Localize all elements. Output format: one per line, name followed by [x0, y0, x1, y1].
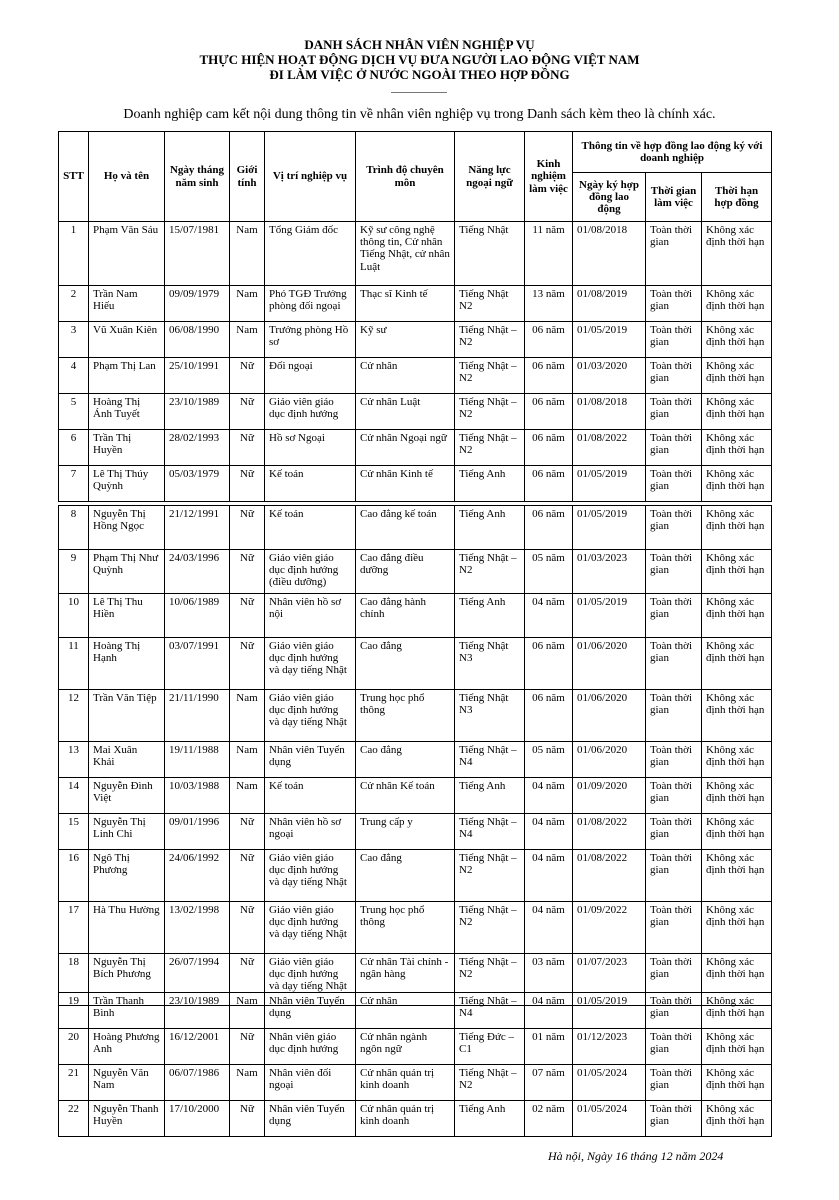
- row-education: Trung học phổ thông: [356, 690, 455, 742]
- row-position: Giáo viên giáo dục định hướng và dạy tiếng Nhật: [265, 638, 356, 690]
- row-education: Cử nhân Kinh tế: [356, 466, 455, 502]
- row-position: Phó TGĐ Trưởng phòng đối ngoại: [265, 286, 356, 322]
- row-stt: 12: [59, 690, 89, 742]
- table-row: [59, 594, 772, 638]
- row-term: Không xác định thời hạn: [702, 594, 772, 638]
- document-title-line-3: ĐI LÀM VIỆC Ở NƯỚC NGOÀI THEO HỢP ĐỒNG: [269, 67, 570, 82]
- row-work-time: Toàn thời gian: [646, 1065, 702, 1101]
- table-row: [59, 850, 772, 902]
- row-term: Không xác định thời hạn: [702, 850, 772, 902]
- row-education: Cao đẳng điều dưỡng: [356, 550, 455, 594]
- row-experience: 06 năm: [525, 358, 573, 394]
- row-stt: 17: [59, 902, 89, 954]
- row-education: Cao đẳng: [356, 850, 455, 902]
- row-position: Nhân viên Tuyển dụng: [265, 993, 356, 1029]
- row-dob: 23/10/1989: [165, 993, 230, 1029]
- row-gender: Nữ: [230, 850, 265, 902]
- row-contract-date: 01/05/2019: [573, 466, 646, 502]
- row-name: Nguyễn Thanh Huyền: [89, 1101, 165, 1137]
- row-education: Cử nhân quản trị kinh doanh: [356, 1065, 455, 1101]
- row-name: Lê Thị Thu Hiền: [89, 594, 165, 638]
- row-position: Tổng Giám đốc: [265, 222, 356, 286]
- row-gender: Nữ: [230, 638, 265, 690]
- row-name: Trần Văn Tiệp: [89, 690, 165, 742]
- row-term: Không xác định thời hạn: [702, 690, 772, 742]
- row-contract-date: 01/05/2019: [573, 506, 646, 550]
- row-stt: 10: [59, 594, 89, 638]
- row-education: Cao đẳng: [356, 742, 455, 778]
- row-education: Cao đẳng hành chính: [356, 594, 455, 638]
- row-gender: Nam: [230, 778, 265, 814]
- row-language: Tiếng Anh: [455, 594, 525, 638]
- row-term: Không xác định thời hạn: [702, 394, 772, 430]
- row-contract-date: 01/03/2020: [573, 358, 646, 394]
- table-row: [59, 742, 772, 778]
- row-position: Nhân viên hồ sơ nội: [265, 594, 356, 638]
- row-work-time: Toàn thời gian: [646, 466, 702, 502]
- row-term: Không xác định thời hạn: [702, 466, 772, 502]
- row-name: Trần Thị Huyền: [89, 430, 165, 466]
- row-contract-date: 01/08/2019: [573, 286, 646, 322]
- row-language: Tiếng Nhật: [455, 222, 525, 286]
- row-work-time: Toàn thời gian: [646, 286, 702, 322]
- row-language: Tiếng Nhật – N2: [455, 430, 525, 466]
- row-work-time: Toàn thời gian: [646, 954, 702, 1006]
- row-language: Tiếng Nhật N2: [455, 286, 525, 322]
- row-education: Cử nhân Kế toán: [356, 778, 455, 814]
- row-experience: 01 năm: [525, 1029, 573, 1065]
- row-gender: Nữ: [230, 506, 265, 550]
- row-gender: Nam: [230, 690, 265, 742]
- row-experience: 06 năm: [525, 506, 573, 550]
- staff-table-part-2: [58, 505, 772, 1006]
- row-work-time: Toàn thời gian: [646, 778, 702, 814]
- header-name: Họ và tên: [89, 132, 165, 222]
- row-term: Không xác định thời hạn: [702, 222, 772, 286]
- row-gender: Nữ: [230, 954, 265, 1006]
- row-experience: 02 năm: [525, 1101, 573, 1137]
- row-education: Kỹ sư công nghệ thông tin, Cử nhân Tiếng Nhật, cử nhân Luật: [356, 222, 455, 286]
- table-row: [59, 322, 772, 358]
- row-term: Không xác định thời hạn: [702, 358, 772, 394]
- table-row: [59, 506, 772, 550]
- row-language: Tiếng Nhật – N2: [455, 1065, 525, 1101]
- row-term: Không xác định thời hạn: [702, 993, 772, 1029]
- row-contract-date: 01/08/2022: [573, 430, 646, 466]
- row-position: Nhân viên giáo dục định hướng: [265, 1029, 356, 1065]
- row-name: Trần Nam Hiếu: [89, 286, 165, 322]
- row-work-time: Toàn thời gian: [646, 594, 702, 638]
- row-name: Nguyễn Thị Linh Chi: [89, 814, 165, 850]
- row-language: Tiếng Anh: [455, 1101, 525, 1137]
- row-contract-date: 01/05/2024: [573, 1065, 646, 1101]
- row-gender: Nữ: [230, 466, 265, 502]
- row-term: Không xác định thời hạn: [702, 1101, 772, 1137]
- row-experience: 06 năm: [525, 638, 573, 690]
- row-experience: 11 năm: [525, 222, 573, 286]
- row-term: Không xác định thời hạn: [702, 902, 772, 954]
- row-dob: 09/01/1996: [165, 814, 230, 850]
- row-term: Không xác định thời hạn: [702, 506, 772, 550]
- row-stt: 2: [59, 286, 89, 322]
- row-name: Phạm Văn Sáu: [89, 222, 165, 286]
- row-name: Hoàng Phương Anh: [89, 1029, 165, 1065]
- row-name: Phạm Thị Lan: [89, 358, 165, 394]
- table-row: [59, 394, 772, 430]
- row-education: Cử nhân ngành ngôn ngữ: [356, 1029, 455, 1065]
- header-education: Trình độ chuyên môn: [356, 132, 455, 222]
- row-name: Nguyễn Văn Nam: [89, 1065, 165, 1101]
- row-education: Cử nhân quản trị kinh doanh: [356, 1101, 455, 1137]
- table-row: [59, 222, 772, 286]
- row-education: Trung học phổ thông: [356, 902, 455, 954]
- row-work-time: Toàn thời gian: [646, 222, 702, 286]
- row-contract-date: 01/08/2022: [573, 814, 646, 850]
- row-stt: 5: [59, 394, 89, 430]
- row-work-time: Toàn thời gian: [646, 1101, 702, 1137]
- row-term: Không xác định thời hạn: [702, 814, 772, 850]
- table-row: [59, 778, 772, 814]
- row-stt: 21: [59, 1065, 89, 1101]
- row-dob: 10/06/1989: [165, 594, 230, 638]
- row-dob: 24/03/1996: [165, 550, 230, 594]
- row-dob: 21/12/1991: [165, 506, 230, 550]
- row-dob: 09/09/1979: [165, 286, 230, 322]
- row-language: Tiếng Nhật – N4: [455, 993, 525, 1029]
- row-education: Trung cấp y: [356, 814, 455, 850]
- row-contract-date: 01/08/2022: [573, 850, 646, 902]
- row-dob: 24/06/1992: [165, 850, 230, 902]
- row-stt: 15: [59, 814, 89, 850]
- row-term: Không xác định thời hạn: [702, 638, 772, 690]
- row-position: Giáo viên giáo dục định hướng: [265, 394, 356, 430]
- row-name: Nguyễn Thị Hồng Ngọc: [89, 506, 165, 550]
- row-work-time: Toàn thời gian: [646, 742, 702, 778]
- row-contract-date: 01/07/2023: [573, 954, 646, 1006]
- row-dob: 23/10/1989: [165, 394, 230, 430]
- row-experience: 06 năm: [525, 322, 573, 358]
- row-dob: 19/11/1988: [165, 742, 230, 778]
- row-work-time: Toàn thời gian: [646, 550, 702, 594]
- header-experience: Kinh nghiệm làm việc: [525, 132, 573, 222]
- row-stt: 11: [59, 638, 89, 690]
- table-row: [59, 466, 772, 502]
- row-gender: Nữ: [230, 430, 265, 466]
- row-dob: 21/11/1990: [165, 690, 230, 742]
- row-gender: Nữ: [230, 1101, 265, 1137]
- row-stt: 13: [59, 742, 89, 778]
- row-name: Hoàng Thị Ánh Tuyết: [89, 394, 165, 430]
- row-name: Nguyễn Đình Việt: [89, 778, 165, 814]
- table-row: [59, 638, 772, 690]
- header-position: Vị trí nghiệp vụ: [265, 132, 356, 222]
- row-dob: 15/07/1981: [165, 222, 230, 286]
- header-language: Năng lực ngoại ngữ: [455, 132, 525, 222]
- row-work-time: Toàn thời gian: [646, 902, 702, 954]
- row-language: Tiếng Nhật – N2: [455, 322, 525, 358]
- row-work-time: Toàn thời gian: [646, 850, 702, 902]
- table-row: [59, 1029, 772, 1065]
- row-work-time: Toàn thời gian: [646, 358, 702, 394]
- row-experience: 06 năm: [525, 430, 573, 466]
- row-dob: 06/08/1990: [165, 322, 230, 358]
- row-stt: 6: [59, 430, 89, 466]
- row-position: Nhân viên đối ngoại: [265, 1065, 356, 1101]
- row-work-time: Toàn thời gian: [646, 993, 702, 1029]
- row-position: Hồ sơ Ngoại: [265, 430, 356, 466]
- row-stt: 16: [59, 850, 89, 902]
- row-stt: 18: [59, 954, 89, 1006]
- row-contract-date: 01/06/2020: [573, 690, 646, 742]
- row-language: Tiếng Nhật – N2: [455, 850, 525, 902]
- row-language: Tiếng Nhật – N2: [455, 550, 525, 594]
- row-work-time: Toàn thời gian: [646, 638, 702, 690]
- row-education: Thạc sĩ Kinh tế: [356, 286, 455, 322]
- row-contract-date: 01/05/2024: [573, 1101, 646, 1137]
- row-contract-date: 01/05/2019: [573, 594, 646, 638]
- row-name: Phạm Thị Như Quỳnh: [89, 550, 165, 594]
- row-dob: 26/07/1994: [165, 954, 230, 1006]
- row-experience: 05 năm: [525, 742, 573, 778]
- row-education: Cử nhân: [356, 993, 455, 1029]
- header-gender: Giới tính: [230, 132, 265, 222]
- row-gender: Nữ: [230, 902, 265, 954]
- table-row: [59, 358, 772, 394]
- row-position: Nhân viên Tuyển dụng: [265, 1101, 356, 1137]
- table-row: [59, 814, 772, 850]
- row-stt: 1: [59, 222, 89, 286]
- header-work-time: Thời gian làm việc: [646, 173, 702, 222]
- row-term: Không xác định thời hạn: [702, 1029, 772, 1065]
- row-gender: Nữ: [230, 550, 265, 594]
- row-language: Tiếng Nhật N3: [455, 638, 525, 690]
- row-language: Tiếng Nhật – N2: [455, 394, 525, 430]
- row-stt: 9: [59, 550, 89, 594]
- row-contract-date: 01/06/2020: [573, 742, 646, 778]
- row-contract-date: 01/05/2019: [573, 993, 646, 1029]
- row-gender: Nam: [230, 993, 265, 1029]
- row-position: Giáo viên giáo dục định hướng và dạy tiếng Nhật: [265, 850, 356, 902]
- row-work-time: Toàn thời gian: [646, 322, 702, 358]
- row-gender: Nam: [230, 1065, 265, 1101]
- row-term: Không xác định thời hạn: [702, 778, 772, 814]
- row-gender: Nữ: [230, 358, 265, 394]
- row-education: Cử nhân: [356, 358, 455, 394]
- row-contract-date: 01/06/2020: [573, 638, 646, 690]
- row-education: Kỹ sư: [356, 322, 455, 358]
- row-gender: Nam: [230, 742, 265, 778]
- header-contract-date: Ngày ký hợp đồng lao động: [573, 173, 646, 222]
- row-dob: 28/02/1993: [165, 430, 230, 466]
- row-education: Cao đẳng: [356, 638, 455, 690]
- row-language: Tiếng Anh: [455, 466, 525, 502]
- row-education: Cử nhân Ngoại ngữ: [356, 430, 455, 466]
- row-contract-date: 01/09/2022: [573, 902, 646, 954]
- table-row: [59, 993, 772, 1029]
- title-underline: [391, 92, 447, 93]
- row-contract-date: 01/08/2018: [573, 222, 646, 286]
- table-row: [59, 430, 772, 466]
- row-work-time: Toàn thời gian: [646, 430, 702, 466]
- row-position: Kế toán: [265, 778, 356, 814]
- row-name: Hà Thu Hường: [89, 902, 165, 954]
- row-experience: 04 năm: [525, 814, 573, 850]
- table-row: [59, 1101, 772, 1137]
- row-term: Không xác định thời hạn: [702, 742, 772, 778]
- row-position: Nhân viên Tuyển dụng: [265, 742, 356, 778]
- row-gender: Nam: [230, 222, 265, 286]
- header-term: Thời hạn hợp đồng: [702, 173, 772, 222]
- row-name: Lê Thị Thúy Quỳnh: [89, 466, 165, 502]
- document-title-line-1: DANH SÁCH NHÂN VIÊN NGHIỆP VỤ: [304, 37, 535, 52]
- row-language: Tiếng Nhật – N2: [455, 902, 525, 954]
- row-position: Đối ngoại: [265, 358, 356, 394]
- row-work-time: Toàn thời gian: [646, 506, 702, 550]
- row-stt: 19: [59, 993, 89, 1029]
- row-contract-date: 01/05/2019: [573, 322, 646, 358]
- row-work-time: Toàn thời gian: [646, 394, 702, 430]
- row-dob: 16/12/2001: [165, 1029, 230, 1065]
- row-stt: 22: [59, 1101, 89, 1137]
- row-experience: 07 năm: [525, 1065, 573, 1101]
- row-work-time: Toàn thời gian: [646, 1029, 702, 1065]
- row-gender: Nam: [230, 322, 265, 358]
- row-name: Trần Thanh Bình: [89, 993, 165, 1029]
- row-contract-date: 01/12/2023: [573, 1029, 646, 1065]
- header-contract-group: Thông tin về hợp đồng lao động ký với doanh nghiệp: [573, 132, 772, 173]
- row-term: Không xác định thời hạn: [702, 1065, 772, 1101]
- row-experience: 03 năm: [525, 954, 573, 1006]
- row-name: Hoàng Thị Hạnh: [89, 638, 165, 690]
- row-stt: 8: [59, 506, 89, 550]
- row-experience: 06 năm: [525, 466, 573, 502]
- row-language: Tiếng Nhật N3: [455, 690, 525, 742]
- staff-table-part-3: [58, 992, 772, 1137]
- row-language: Tiếng Nhật – N2: [455, 954, 525, 1006]
- row-gender: Nữ: [230, 594, 265, 638]
- row-position: Giáo viên giáo dục định hướng và dạy tiếng Nhật: [265, 902, 356, 954]
- row-position: Giáo viên giáo dục định hướng và dạy tiếng Nhật: [265, 954, 356, 1006]
- row-contract-date: 01/03/2023: [573, 550, 646, 594]
- row-position: Nhân viên hồ sơ ngoại: [265, 814, 356, 850]
- table-row: [59, 902, 772, 954]
- row-term: Không xác định thời hạn: [702, 430, 772, 466]
- row-stt: 20: [59, 1029, 89, 1065]
- row-name: Nguyễn Thị Bích Phương: [89, 954, 165, 1006]
- row-experience: 04 năm: [525, 778, 573, 814]
- row-position: Trưởng phòng Hồ sơ: [265, 322, 356, 358]
- row-stt: 4: [59, 358, 89, 394]
- row-gender: Nữ: [230, 1029, 265, 1065]
- row-dob: 10/03/1988: [165, 778, 230, 814]
- row-dob: 03/07/1991: [165, 638, 230, 690]
- row-position: Giáo viên giáo dục định hướng (điều dưỡng): [265, 550, 356, 594]
- row-stt: 14: [59, 778, 89, 814]
- row-term: Không xác định thời hạn: [702, 550, 772, 594]
- row-experience: 05 năm: [525, 550, 573, 594]
- document-title-line-2: THỰC HIỆN HOẠT ĐỘNG DỊCH VỤ ĐƯA NGƯỜI LAO ĐỘNG VIỆT NAM: [199, 52, 640, 67]
- row-language: Tiếng Anh: [455, 506, 525, 550]
- row-term: Không xác định thời hạn: [702, 286, 772, 322]
- table-row: [59, 690, 772, 742]
- row-experience: 13 năm: [525, 286, 573, 322]
- row-dob: 13/02/1998: [165, 902, 230, 954]
- row-stt: 3: [59, 322, 89, 358]
- date-place-line: Hà nội, Ngày 16 tháng 12 năm 2024: [548, 1149, 724, 1163]
- header-dob: Ngày tháng năm sinh: [165, 132, 230, 222]
- row-dob: 05/03/1979: [165, 466, 230, 502]
- row-name: Mai Xuân Khải: [89, 742, 165, 778]
- row-language: Tiếng Nhật – N4: [455, 742, 525, 778]
- commitment-statement: Doanh nghiệp cam kết nội dung thông tin về nhân viên nghiệp vụ trong Danh sách kèm theo là chính xác.: [123, 107, 716, 122]
- row-dob: 06/07/1986: [165, 1065, 230, 1101]
- row-name: Vũ Xuân Kiên: [89, 322, 165, 358]
- row-contract-date: 01/09/2020: [573, 778, 646, 814]
- row-gender: Nữ: [230, 814, 265, 850]
- row-experience: 04 năm: [525, 594, 573, 638]
- header-stt: STT: [59, 132, 89, 222]
- row-dob: 25/10/1991: [165, 358, 230, 394]
- row-work-time: Toàn thời gian: [646, 814, 702, 850]
- row-contract-date: 01/08/2018: [573, 394, 646, 430]
- row-education: Cử nhân Luật: [356, 394, 455, 430]
- row-gender: Nữ: [230, 394, 265, 430]
- row-term: Không xác định thời hạn: [702, 954, 772, 1006]
- row-experience: 06 năm: [525, 394, 573, 430]
- table-row: [59, 286, 772, 322]
- table-row: [59, 550, 772, 594]
- table-row: [59, 1065, 772, 1101]
- row-experience: 04 năm: [525, 902, 573, 954]
- row-stt: 7: [59, 466, 89, 502]
- row-gender: Nam: [230, 286, 265, 322]
- row-term: Không xác định thời hạn: [702, 322, 772, 358]
- row-education: Cao đẳng kế toán: [356, 506, 455, 550]
- row-language: Tiếng Anh: [455, 778, 525, 814]
- row-dob: 17/10/2000: [165, 1101, 230, 1137]
- staff-table-part-1: [58, 131, 772, 502]
- row-language: Tiếng Nhật – N4: [455, 814, 525, 850]
- row-experience: 04 năm: [525, 850, 573, 902]
- row-experience: 04 năm: [525, 993, 573, 1029]
- row-position: Kế toán: [265, 506, 356, 550]
- row-position: Kế toán: [265, 466, 356, 502]
- row-position: Giáo viên giáo dục định hướng và dạy tiếng Nhật: [265, 690, 356, 742]
- row-language: Tiếng Nhật – N2: [455, 358, 525, 394]
- row-work-time: Toàn thời gian: [646, 690, 702, 742]
- row-language: Tiếng Đức – C1: [455, 1029, 525, 1065]
- row-name: Ngô Thị Phương: [89, 850, 165, 902]
- row-education: Cử nhân Tài chính - ngân hàng: [356, 954, 455, 1006]
- row-experience: 06 năm: [525, 690, 573, 742]
